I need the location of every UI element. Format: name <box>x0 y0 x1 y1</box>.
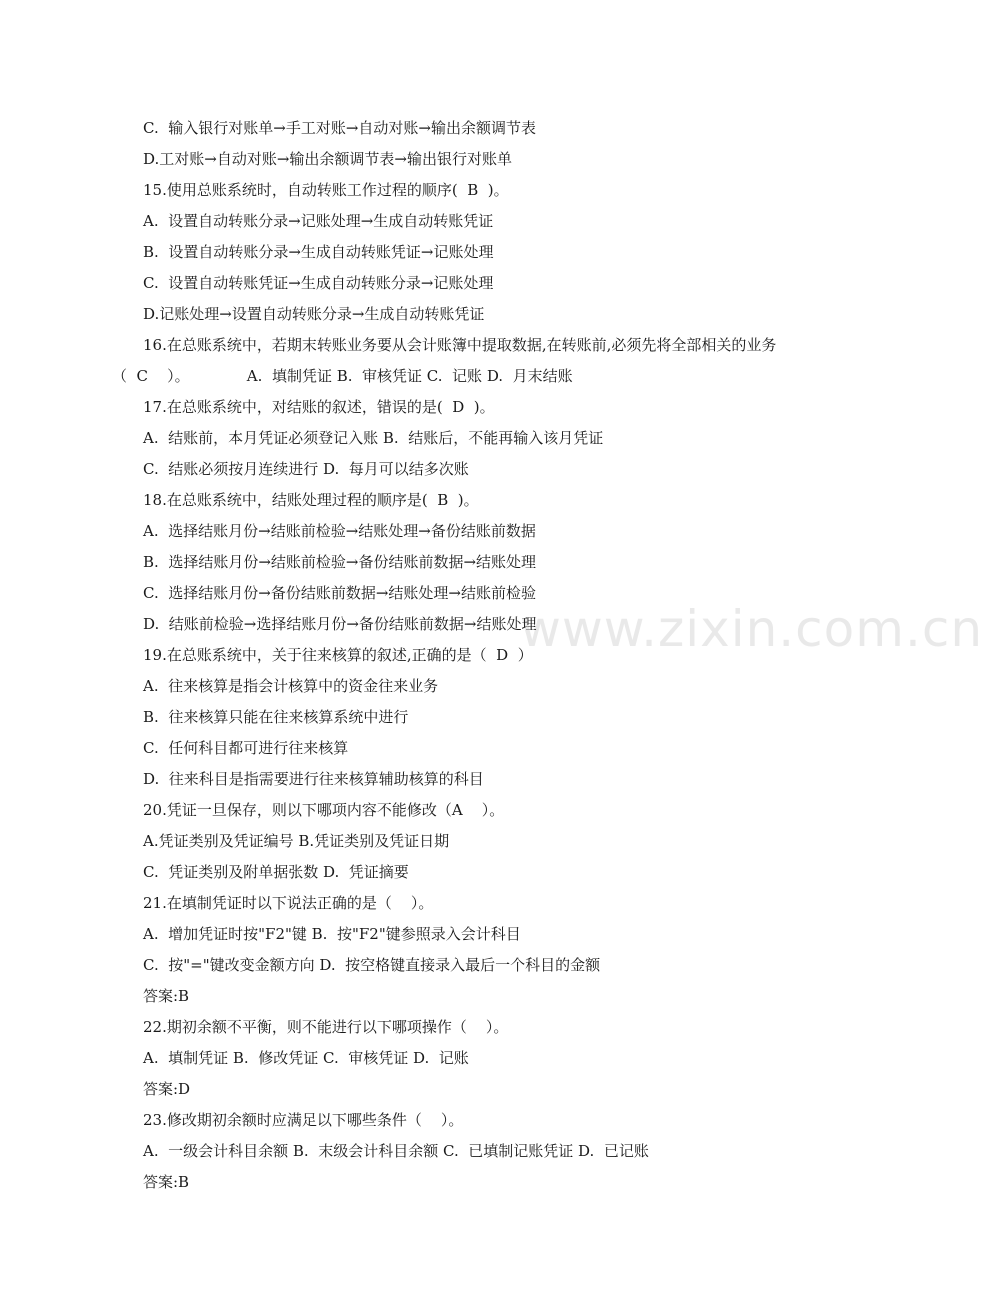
text-line: D. 结账前检验→选择结账月份→备份结账前数据→结账处理 <box>143 615 537 633</box>
text-line: C. 选择结账月份→备份结账前数据→结账处理→结账前检验 <box>143 584 536 602</box>
text-line: 答案:B <box>143 1173 190 1191</box>
text-line: C. 设置自动转账凭证→生成自动转账分录→记账处理 <box>143 274 494 292</box>
text-line: 答案:D <box>143 1080 191 1098</box>
text-line: 答案:B <box>143 987 190 1005</box>
text-line: 18.在总账系统中，结账处理过程的顺序是( B )。 <box>143 491 479 509</box>
text-line: 20.凭证一旦保存，则以下哪项内容不能修改（A ）。 <box>143 801 505 819</box>
text-line: A. 结账前，本月凭证必须登记入账 B. 结账后，不能再输入该月凭证 <box>143 429 604 447</box>
text-line: D.记账处理→设置自动转账分录→生成自动转账凭证 <box>143 305 485 323</box>
text-line: B. 往来核算只能在往来核算系统中进行 <box>143 708 409 726</box>
text-line: 19.在总账系统中，关于往来核算的叙述,正确的是（ D ） <box>143 646 533 664</box>
text-line: C. 任何科目都可进行往来核算 <box>143 739 349 757</box>
text-line: C. 结账必须按月连续进行 D. 每月可以结多次账 <box>143 460 469 478</box>
text-line: 23.修改期初余额时应满足以下哪些条件（ ）。 <box>143 1111 464 1129</box>
text-line: C. 按"="键改变金额方向 D. 按空格键直接录入最后一个科目的金额 <box>143 956 601 974</box>
text-line: D.工对账→自动对账→输出余额调节表→输出银行对账单 <box>143 150 512 168</box>
text-line: 21.在填制凭证时以下说法正确的是（ ）。 <box>143 894 434 912</box>
text-line: 16.在总账系统中，若期末转账业务要从会计账簿中提取数据,在转账前,必须先将全部相关的业务 <box>143 336 777 354</box>
text-line: C. 凭证类别及附单据张数 D. 凭证摘要 <box>143 863 409 881</box>
text-line: D. 往来科目是指需要进行往来核算辅助核算的科目 <box>143 770 484 788</box>
text-line: B. 选择结账月份→结账前检验→备份结账前数据→结账处理 <box>143 553 537 571</box>
text-line: A.凭证类别及凭证编号 B.凭证类别及凭证日期 <box>143 832 450 850</box>
text-line: 15.使用总账系统时，自动转账工作过程的顺序( B )。 <box>143 181 509 199</box>
text-line: A. 选择结账月份→结账前检验→结账处理→备份结账前数据 <box>143 522 536 540</box>
text-line: A. 一级会计科目余额 B. 末级会计科目余额 C. 已填制记账凭证 D. 已记账 <box>143 1142 649 1160</box>
text-line: 22.期初余额不平衡，则不能进行以下哪项操作（ ）。 <box>143 1018 509 1036</box>
text-line: （ C ）。 A. 填制凭证 B. 审核凭证 C. 记账 D. 月末结账 <box>112 367 573 385</box>
text-line: A. 设置自动转账分录→记账处理→生成自动转账凭证 <box>143 212 494 230</box>
text-line: A. 往来核算是指会计核算中的资金往来业务 <box>143 677 439 695</box>
text-line: A. 填制凭证 B. 修改凭证 C. 审核凭证 D. 记账 <box>143 1049 469 1067</box>
watermark: www.zixin.com.cn <box>520 600 983 658</box>
text-line: A. 增加凭证时按"F2"键 B. 按"F2"键参照录入会计科目 <box>143 925 521 943</box>
text-line: C. 输入银行对账单→手工对账→自动对账→输出余额调节表 <box>143 119 536 137</box>
text-line: B. 设置自动转账分录→生成自动转账凭证→记账处理 <box>143 243 494 261</box>
text-line: 17.在总账系统中，对结账的叙述，错误的是( D )。 <box>143 398 495 416</box>
